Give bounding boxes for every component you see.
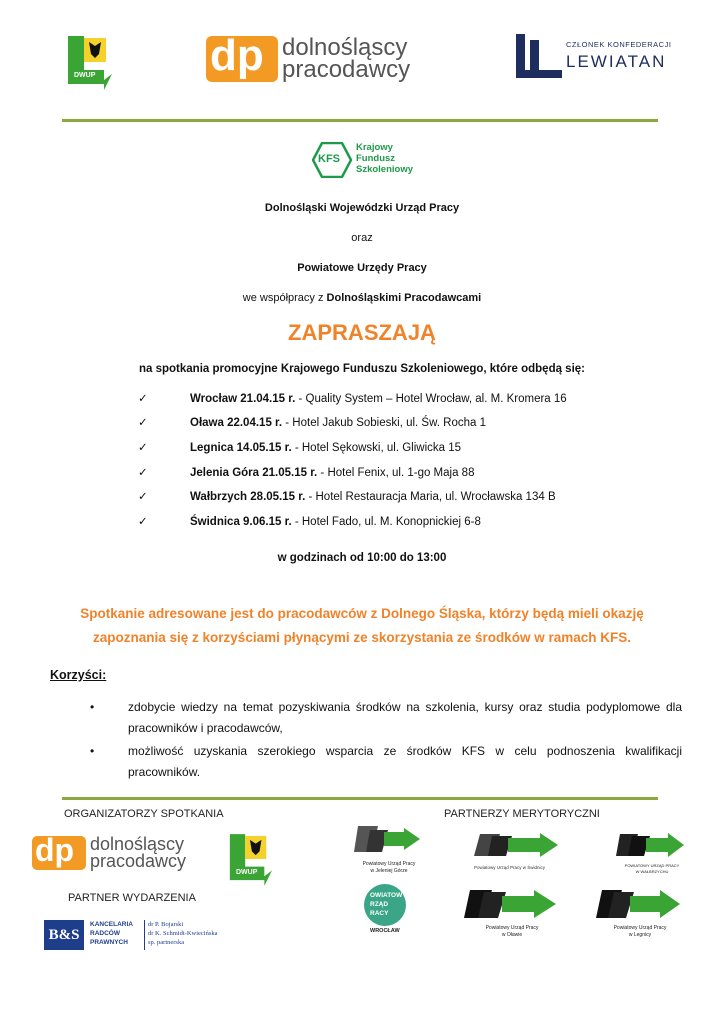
organizers-title: ORGANIZATORZY SPOTKANIA bbox=[64, 808, 224, 820]
benefit-text: zdobycie wiedzy na temat pozyskiwania środków na szkolenia, kursy oraz studia podyplomowe dla pracowników i pracodawców, bbox=[128, 700, 682, 735]
pup-wroclaw-line2: RZĄD bbox=[370, 901, 389, 908]
invite-heading: ZAPRASZAJĄ bbox=[288, 320, 436, 345]
event-place: Legnica 14.05.15 r. bbox=[190, 442, 292, 454]
event-place: Jelenia Góra 21.05.15 r. bbox=[190, 467, 318, 479]
footer-dp-mark: dp bbox=[35, 832, 75, 868]
pup-olawa-logo bbox=[464, 888, 560, 938]
pup-walbrzych-logo bbox=[616, 832, 688, 874]
bs-name3: sp. partnerska bbox=[148, 939, 185, 946]
benefits-list bbox=[90, 697, 682, 785]
event-partner-title: PARTNER WYDARZENIA bbox=[68, 892, 196, 904]
dp-mark: dp bbox=[206, 36, 278, 82]
pup-jelenia-gora-logo bbox=[354, 824, 424, 874]
pup-jelenia-line2: w Jeleniej Górze bbox=[370, 868, 408, 874]
event-detail: - Hotel Sękowski, ul. Gliwicka 15 bbox=[291, 442, 462, 454]
event-place: Oława 22.04.15 r. bbox=[190, 417, 283, 429]
dwup-label: DWUP bbox=[74, 72, 96, 79]
pup-legnica-line1: Powiatowy Urząd Pracy bbox=[613, 925, 667, 931]
bs-name2: dr K. Schmidt-Kwiecińska bbox=[148, 930, 218, 937]
event-item bbox=[138, 489, 556, 503]
lewiatan-top-text: CZŁONEK KONFEDERACJI bbox=[566, 40, 672, 49]
highlight-line1: Spotkanie adresowane jest do pracodawców z Dolnego Śląska, którzy będą mieli okazję bbox=[80, 606, 644, 621]
pup-legnica-line2: w Legnicy bbox=[628, 932, 652, 938]
event-place: Wrocław 21.04.15 r. bbox=[190, 393, 296, 405]
organizer-dwup: Dolnośląski Wojewódzki Urząd Pracy bbox=[264, 202, 460, 214]
footer-dp-line1: dolnośląscy bbox=[90, 834, 185, 854]
pup-walbrzych-line2: W WAŁBRZYCHU bbox=[635, 869, 669, 874]
dp-brand-line1: dolnośląscy bbox=[282, 34, 408, 61]
bs-mark: B&S bbox=[44, 920, 84, 950]
event-item bbox=[138, 465, 474, 479]
pup-walbrzych-line1: POWIATOWY URZĄD PRACY bbox=[624, 863, 680, 868]
bs-line1: KANCELARIA bbox=[90, 921, 133, 928]
benefit-text: możliwość uzyskania szerokiego wsparcia ze środków KFS w celu podnoszenia kwalifikacji pracowników. bbox=[128, 744, 682, 779]
bs-line2: RADCÓW bbox=[90, 930, 120, 937]
kfs-logo bbox=[312, 142, 422, 180]
organizer-pup: Powiatowe Urzędy Pracy bbox=[297, 262, 427, 274]
footer-dp-logo bbox=[32, 832, 187, 871]
dp-brand-line2: pracodawcy bbox=[282, 56, 411, 83]
kfs-line3: Szkoleniowy bbox=[356, 164, 414, 175]
pup-jelenia-line1: Powiatowy Urząd Pracy bbox=[362, 861, 416, 867]
bs-line3: PRAWNYCH bbox=[90, 939, 128, 946]
pup-legnica-logo bbox=[596, 888, 684, 938]
cooperation-prefix: we współpracy z bbox=[242, 292, 327, 304]
kfs-mark: KFS bbox=[318, 153, 340, 165]
event-detail: - Hotel Restauracja Maria, ul. Wrocławska 134 B bbox=[305, 491, 556, 503]
kfs-line1: Krajowy bbox=[356, 142, 393, 153]
event-place: Wałbrzych 28.05.15 r. bbox=[190, 491, 306, 503]
check-icon: ✓ bbox=[138, 516, 148, 528]
pup-olawa-line2: w Oławie bbox=[501, 932, 523, 938]
check-icon: ✓ bbox=[138, 417, 148, 429]
event-detail: - Hotel Jakub Sobieski, ul. Św. Rocha 1 bbox=[282, 417, 486, 429]
pup-wroclaw-logo bbox=[362, 882, 422, 938]
event-detail: - Hotel Fado, ul. M. Konopnickiej 6-8 bbox=[291, 516, 481, 528]
cooperation-name: Dolnośląskimi Pracodawcami bbox=[326, 292, 482, 304]
check-icon: ✓ bbox=[138, 467, 148, 479]
footer-dwup-label: DWUP bbox=[236, 869, 258, 876]
bullet-icon: • bbox=[90, 744, 95, 758]
bs-separator bbox=[144, 920, 145, 950]
footer-dwup-logo bbox=[226, 832, 272, 886]
pup-swidnica-label: Powiatowy Urząd Pracy w Świdnicy bbox=[474, 865, 546, 870]
bs-law-firm-logo bbox=[44, 918, 244, 954]
bs-name1: dr P. Bojarski bbox=[148, 921, 184, 928]
cooperation-line bbox=[0, 292, 724, 304]
hours-text: w godzinach od 10:00 do 13:00 bbox=[277, 552, 447, 564]
event-detail: - Hotel Fenix, ul. 1-go Maja 88 bbox=[317, 467, 475, 479]
dwup-logo bbox=[64, 34, 112, 90]
list-item bbox=[90, 697, 682, 739]
bullet-icon: • bbox=[90, 700, 95, 714]
footer-dp-line2: pracodawcy bbox=[90, 851, 187, 871]
highlight-line2: zapoznania się z korzyściami płynącymi ze skorzystania ze środków w ramach KFS. bbox=[93, 630, 631, 645]
check-icon: ✓ bbox=[138, 491, 148, 503]
and-text: oraz bbox=[351, 232, 373, 244]
pup-swidnica-logo bbox=[474, 832, 570, 872]
pup-wroclaw-line1: OWIATOWY bbox=[370, 892, 407, 899]
partners-title: PARTNERZY MERYTORYCZNI bbox=[444, 808, 600, 820]
event-item bbox=[138, 391, 567, 405]
event-place: Świdnica 9.06.15 r. bbox=[190, 516, 292, 528]
pup-wroclaw-line3: RACY bbox=[370, 910, 389, 917]
event-item bbox=[138, 514, 481, 528]
header-divider bbox=[62, 119, 658, 122]
pup-olawa-line1: Powiatowy Urząd Pracy bbox=[485, 925, 539, 931]
kfs-line2: Fundusz bbox=[356, 153, 396, 164]
dolnoslascy-pracodawcy-logo bbox=[206, 31, 411, 83]
footer-divider bbox=[62, 797, 658, 800]
event-item bbox=[138, 415, 486, 429]
check-icon: ✓ bbox=[138, 393, 148, 405]
list-item bbox=[90, 741, 682, 783]
lewiatan-name: LEWIATAN bbox=[566, 52, 667, 71]
pup-wroclaw-bottom: WROCŁAW bbox=[370, 928, 400, 934]
meetings-subtitle: na spotkania promocyjne Krajowego Funduszu Szkoleniowego, które odbędą się: bbox=[138, 363, 585, 375]
check-icon: ✓ bbox=[138, 442, 148, 454]
lewiatan-logo bbox=[516, 34, 676, 82]
benefits-heading: Korzyści: bbox=[50, 668, 107, 682]
event-item bbox=[138, 440, 461, 454]
event-detail: - Quality System – Hotel Wrocław, al. M. Kromera 16 bbox=[295, 393, 567, 405]
